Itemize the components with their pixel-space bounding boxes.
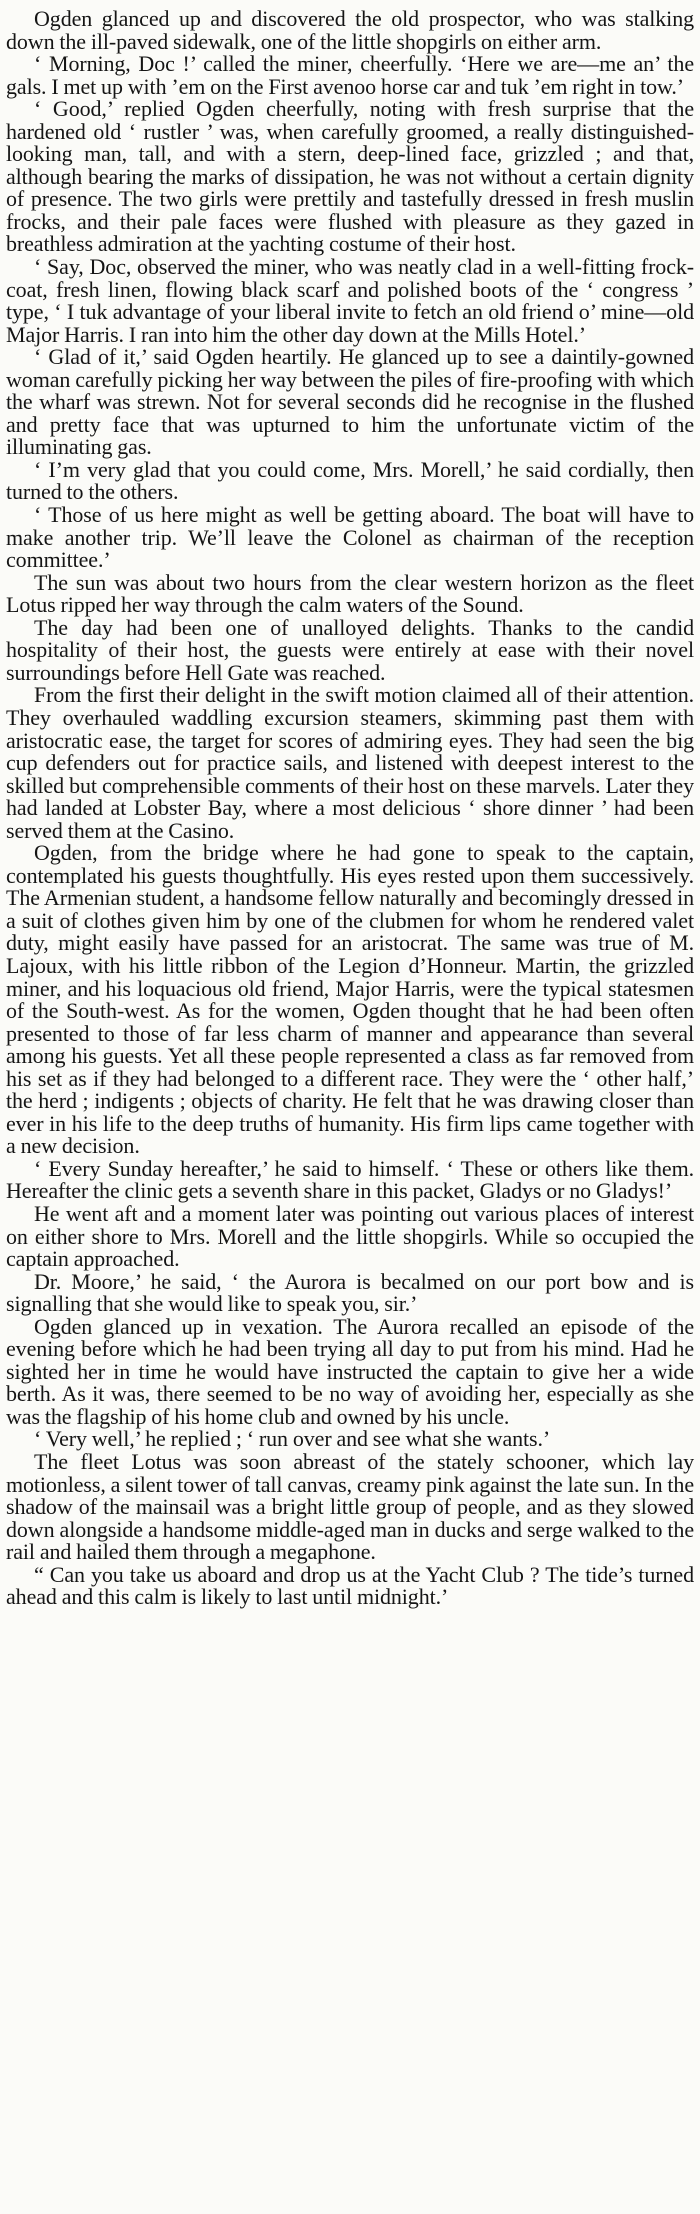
paragraph-6: ‘ I’m very glad that you could come, Mrs. Morell,’ he said cordially, then turned to the others. [6, 456, 694, 505]
paragraph-1: Ogden glanced up and discovered the old prospector, who was stalking down the ill-paved sidewalk, one of the little shopgirls on either arm. [6, 6, 694, 54]
paragraph-8: The sun was about two hours from the clear western horizon as the fleet Lotus ripped her way through the calm waters of the Sound. [6, 569, 694, 618]
paragraph-4: ‘ Say, Doc, observed the miner, who was neatly clad in a well-fitting frock-coat, fresh linen, flowing black scarf and polished boots of the ‘ congress ’ type, ‘ I tuk advantage of your liberal invite to fetch an old friend o’ mine—old Major Harris. I ran into him the other day down at the Mills Hotel.’ [6, 254, 694, 347]
paragraph-15: Ogden glanced up in vexation. The Aurora recalled an episode of the evening before which he had been trying all day to put from his mind. Had he sighted her in time he would have instructed the captain to give her a wide berth. As it was, there seemed to be no way of avoiding her, especially as she was the flagship of his home club and owned by his uncle. [6, 1313, 694, 1429]
paragraph-2: ‘ Morning, Doc !’ called the miner, cheerfully. ‘Here we are—me an’ the gals. I met up with ’em on the First avenoo horse car and tuk ’em right in tow.’ [6, 51, 694, 99]
paragraph-18: “ Can you take us aboard and drop us at the Yacht Club ? The tide’s turned ahead and this calm is likely to last until midnight.’ [6, 1561, 694, 1610]
paragraph-14: Dr. Moore,’ he said, ‘ the Aurora is becalmed on our port bow and is signalling that she would like to speak you, sir.’ [6, 1268, 694, 1317]
paragraph-11: Ogden, from the bridge where he had gone to speak to the captain, contemplated his guests thoughtfully. His eyes rested upon them successively. The Armenian student, a handsome fellow naturally and becomingly dressed in a suit of clothes given him by one of the clubmen for whom he rendered valet duty, might easily have passed for an aristocrat. The same was true of M. Lajoux, with his little ribbon of the Legion d’Honneur. Martin, the grizzled miner, and his loquacious old friend, Major Harris, were the typical statesmen of the South-west. As for the women, Ogden thought that he had been often presented to those of far less charm of manner and appearance than several among his guests. Yet all these people represented a class as far removed from his set as if they had belonged to a different race. They were the ‘ other half,’ the herd ; indigents ; objects of charity. He felt that he was drawing closer than ever in his life to the deep truths of humanity. His firm lips came together with a new decision. [6, 840, 694, 1159]
paragraph-17: The fleet Lotus was soon abreast of the stately schooner, which lay motionless, a silent tower of tall canvas, creamy pink against the late sun. In the shadow of the mainsail was a bright little group of people, and as they slowed down alongside a handsome middle-aged man in ducks and serge walked to the rail and hailed them through a megaphone. [6, 1449, 694, 1565]
paragraph-5: ‘ Glad of it,’ said Ogden heartily. He glanced up to see a daintily-gowned woman carefully picking her way between the piles of fire-proofing with which the wharf was strewn. Not for several seconds did he recognise in the flushed and pretty face that was upturned to him the unfortunate victim of the illuminating gas. [6, 344, 694, 460]
paragraph-12: ‘ Every Sunday hereafter,’ he said to himself. ‘ These or others like them. Hereafter the clinic gets a seventh share in this packet, Gladys or no Gladys!’ [6, 1155, 694, 1204]
paragraph-10: From the first their delight in the swift motion claimed all of their attention. They overhauled waddling excursion steamers, skimming past them with aristocratic ease, the target for scores of admiring eyes. They had seen the big cup defenders out for practice sails, and listened with deepest interest to the skilled but comprehensible comments of their host on these marvels. Later they had landed at Lobster Bay, where a most delicious ‘ shore dinner ’ had been served them at the Casino. [6, 682, 694, 843]
paragraph-9: The day had been one of unalloyed delights. Thanks to the candid hospitality of their host, the guests were entirely at ease with their novel surroundings before Hell Gate was reached. [6, 614, 694, 685]
paragraph-16: ‘ Very well,’ he replied ; ‘ run over and see what she wants.’ [34, 1426, 551, 1452]
paragraph-7: ‘ Those of us here might as well be getting aboard. The boat will have to make another trip. We’ll leave the Colonel as chairman of the reception committee.’ [6, 502, 694, 573]
paragraph-13: He went aft and a moment later was pointing out various places of interest on either shore to Mrs. Morell and the little shopgirls. While so occupied the captain approached. [6, 1200, 694, 1272]
paragraph-3: ‘ Good,’ replied Ogden cheerfully, noting with fresh surprise that the hardened old ‘ rustler ’ was, when carefully groomed, a really distinguished-looking man, tall, and with a stern, deep-lined face, grizzled ; and that, although bearing the marks of dissipation, he was not without a certain dignity of presence. The two girls were prettily and tastefully dressed in fresh muslin frocks, and their pale faces were flushed with pleasure as they gazed in breathless admiration at the yachting costume of their host. [6, 96, 694, 257]
